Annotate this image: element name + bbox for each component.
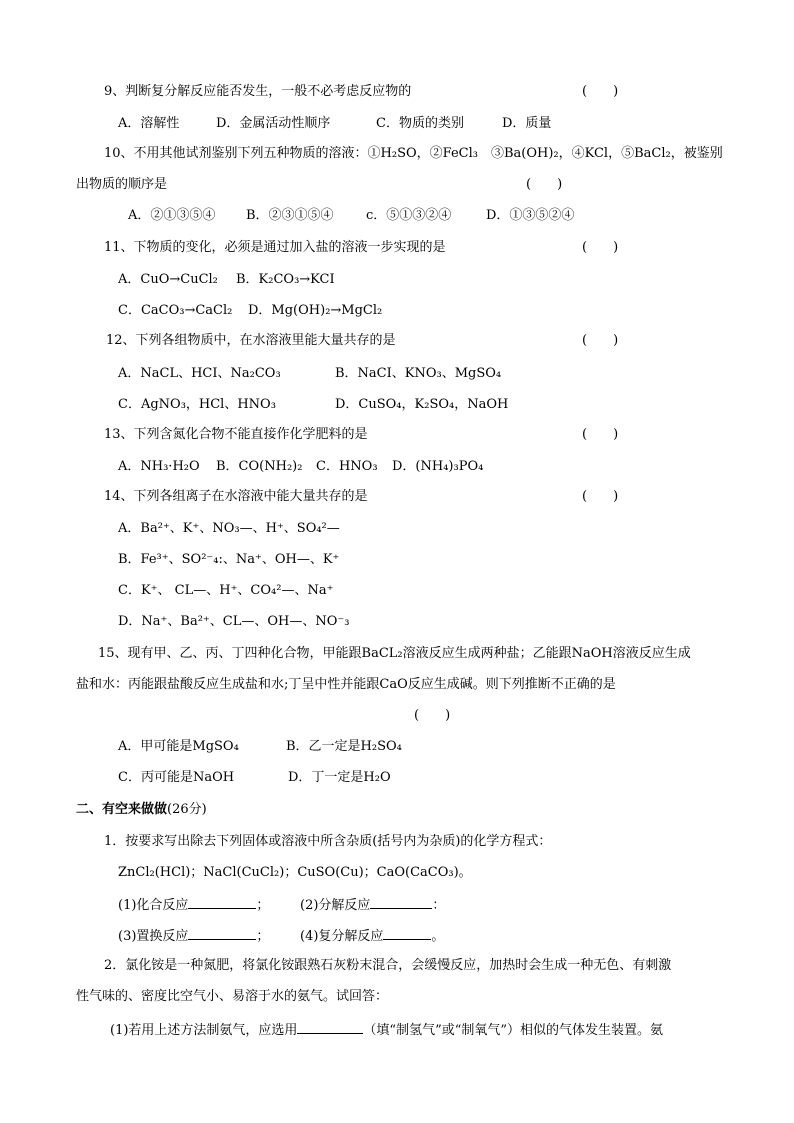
s2-line3-start: (1)若用上述方法制氨气，应选用 [110, 1023, 298, 1038]
q14-bracket: ( ) [582, 489, 619, 504]
q14-option-c: C．K⁺、 CL—、H⁺、CO₄²—、Na⁺ [118, 583, 334, 598]
q9-option-a: A．溶解性 [118, 116, 180, 131]
s1-row2-left [118, 927, 269, 945]
q9-option-d: D．质量 [502, 116, 552, 131]
q9-option-b: D．金属活动性顺序 [216, 116, 331, 131]
answer-blank-3[interactable] [188, 927, 256, 940]
q14-option-b: B．Fe³⁺、SO²⁻₄:、Na⁺、OH—、K⁺ [118, 552, 340, 567]
answer-blank-4[interactable] [383, 927, 431, 940]
q10-line2: 出物质的顺序是 [76, 177, 168, 192]
q15-option-a: A．甲可能是MgSO₄ [118, 739, 239, 754]
s1-reaction-2: (2)分解反应 [300, 898, 371, 913]
q14-text: 14、下列各组离子在水溶液中能大量共存的是 [104, 489, 368, 504]
q9-text: 9、判断复分解反应能否发生，一般不必考虑反应物的 [104, 84, 412, 99]
s2-line3 [110, 1021, 663, 1039]
s1-reaction-1: (1)化合反应 [118, 898, 189, 913]
q12-bracket: ( ) [582, 333, 619, 348]
q15-option-d: D．丁一定是H₂O [288, 770, 391, 785]
s2-line3-end: （填“制氢气”或“制氧气”）相似的气体发生装置。氨 [363, 1023, 664, 1038]
q9-bracket: ( ) [582, 84, 619, 99]
q9-option-c: C．物质的类别 [376, 116, 464, 131]
s1-row1-left [118, 896, 269, 914]
q15-line1: 15、现有甲、乙、丙、丁四种化合物，甲能跟BaCL₂溶液反应生成两种盐；乙能跟NaOH溶液反应生成 [98, 646, 691, 661]
q10-line1: 10、不用其他试剂鉴别下列五种物质的溶液：①H₂SO，②FeCl₃ ③Ba(OH)₂，④KCl，⑤BaCl₂，被鉴别 [104, 146, 723, 161]
q10-option-b: B．②③①⑤④ [246, 208, 334, 223]
q15-option-c: C．丙可能是NaOH [118, 770, 235, 785]
s1-semicolon-2: ； [256, 929, 270, 944]
q12-option-b: B．NaCI、KNO₃、MgSO₄ [335, 366, 502, 381]
q12-option-c: C．AgNO₃，HCl、HNO₃ [118, 397, 276, 412]
s1-row1-right [300, 896, 445, 914]
s1-text: 1．按要求写出除去下列固体或溶液中所含杂质(括号内为杂质)的化学方程式： [104, 834, 552, 849]
q11-option-c: C．CaCO₃→CaCl₂ [118, 303, 233, 318]
q13-option-b: B．CO(NH₂)₂ [216, 459, 303, 474]
s1-colon: ： [432, 898, 446, 913]
q14-option-d: D．Na⁺、Ba²⁺、CL—、OH—、NO⁻₃ [118, 614, 350, 629]
s1-row2-right [300, 927, 444, 945]
section-title: 二、有空来做做 [76, 802, 168, 817]
answer-blank-1[interactable] [188, 896, 256, 909]
q10-option-a: A．②①③⑤④ [128, 208, 216, 223]
q11-option-a: A．CuO→CuCl₂ [118, 272, 218, 287]
q15-option-b: B．乙一定是H₂SO₄ [286, 739, 402, 754]
q11-text: 11、下物质的变化，必须是通过加入盐的溶液一步实现的是 [104, 240, 446, 255]
s1-reaction-3: (3)置换反应 [118, 929, 189, 944]
s1-reaction-4: (4)复分解反应 [300, 929, 384, 944]
section-heading [76, 802, 207, 818]
q13-text: 13、下列含氮化合物不能直接作化学肥料的是 [104, 427, 368, 442]
s1-period: 。 [431, 929, 445, 944]
q10-option-d: D．①③⑤②④ [486, 208, 575, 223]
q10-option-c: c．⑤①③②④ [366, 208, 452, 223]
section-score: (26分) [167, 802, 207, 817]
q15-line2: 盐和水：丙能跟盐酸反应生成盐和水;丁呈中性并能跟CaO反应生成碱。则下列推断不正确的是 [76, 677, 616, 692]
answer-blank-2[interactable] [370, 896, 432, 909]
s2-line1: 2．氯化铵是一种氮肥，将氯化铵跟熟石灰粉末混合，会缓慢反应，加热时会生成一种无色、有刺激 [104, 958, 672, 973]
q12-option-a: A．NaCL、HCI、Na₂CO₃ [118, 366, 281, 381]
q15-bracket: ( ) [414, 708, 451, 723]
q14-option-a: A．Ba²⁺、K⁺、NO₃—、H⁺、SO₄²— [118, 521, 340, 536]
s1-items: ZnCl₂(HCl)；NaCl(CuCl₂)；CuSO(Cu)；CaO(CaCO₃)。 [118, 865, 472, 880]
q11-option-d: D．Mg(OH)₂→MgCl₂ [248, 303, 383, 318]
answer-blank-5[interactable] [297, 1021, 363, 1034]
q13-bracket: ( ) [582, 427, 619, 442]
q13-option-a: A．NH₃·H₂O [118, 459, 200, 474]
s2-line2: 性气味的、密度比空气小、易溶于水的氨气。试回答： [76, 989, 389, 1004]
q11-bracket: ( ) [582, 240, 619, 255]
s1-semicolon-1: ； [256, 898, 270, 913]
q10-bracket: ( ) [526, 177, 563, 192]
q11-option-b: B．K₂CO₃→KCI [236, 272, 335, 287]
q12-option-d: D．CuSO₄，K₂SO₄，NaOH [335, 397, 509, 412]
q13-option-d: D．(NH₄)₃PO₄ [392, 459, 484, 474]
q12-text: 12、下列各组物质中，在水溶液里能大量共存的是 [106, 333, 396, 348]
q13-option-c: C．HNO₃ [316, 459, 378, 474]
